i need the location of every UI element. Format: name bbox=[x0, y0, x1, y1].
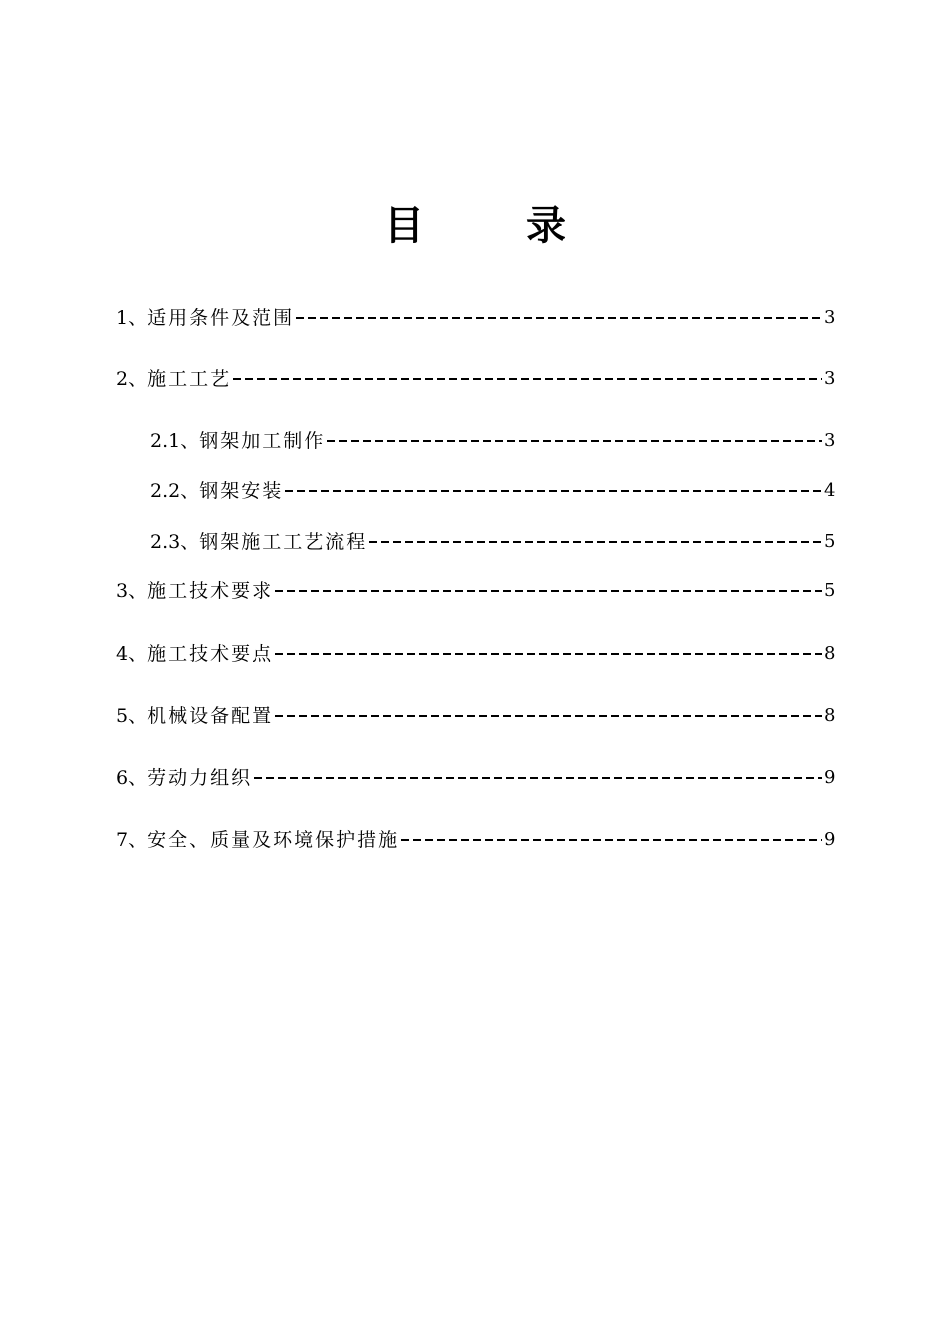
page-title bbox=[0, 200, 950, 252]
toc-entry-label: 劳动力组织 bbox=[147, 767, 253, 789]
toc-entry-number: 2.2、 bbox=[150, 480, 200, 502]
toc-page-number: 8 bbox=[824, 705, 836, 726]
toc-page-number: 3 bbox=[824, 368, 836, 389]
toc-entry-1[interactable] bbox=[116, 306, 834, 330]
toc-entry-2-2[interactable] bbox=[150, 479, 834, 503]
toc-entry-label: 钢架加工制作 bbox=[199, 430, 326, 452]
toc-page-number: 5 bbox=[824, 580, 836, 601]
toc-entry-label: 钢架安装 bbox=[199, 480, 284, 502]
toc-entry-7[interactable] bbox=[116, 828, 834, 852]
toc-entry-5[interactable] bbox=[116, 704, 834, 728]
toc-page-number: 9 bbox=[824, 767, 836, 788]
toc-entry-number: 7、 bbox=[116, 829, 148, 851]
toc-entry-number: 6、 bbox=[116, 767, 148, 789]
toc-page-number: 4 bbox=[824, 480, 836, 501]
toc-entry-2-1[interactable] bbox=[150, 429, 834, 453]
toc-entry-label: 机械设备配置 bbox=[147, 705, 274, 727]
toc-leader bbox=[254, 777, 822, 779]
toc-leader bbox=[233, 378, 822, 380]
toc-leader bbox=[275, 715, 822, 717]
toc-entry-number: 1、 bbox=[116, 307, 148, 329]
toc-entry-number: 3、 bbox=[116, 580, 148, 602]
toc-entry-3[interactable] bbox=[116, 579, 834, 603]
toc-entry-number: 4、 bbox=[116, 643, 148, 665]
toc-page-number: 3 bbox=[824, 307, 836, 328]
toc-entry-number: 2、 bbox=[116, 368, 148, 390]
toc-page-number: 8 bbox=[824, 643, 836, 664]
toc-entry-4[interactable] bbox=[116, 642, 834, 666]
toc-entry-label: 施工工艺 bbox=[147, 368, 232, 390]
toc-entry-number: 2.3、 bbox=[150, 531, 200, 553]
toc-page-number: 9 bbox=[824, 829, 836, 850]
toc-entry-label: 钢架施工工艺流程 bbox=[199, 531, 368, 553]
toc-leader bbox=[401, 839, 822, 841]
title-char-1: 目 bbox=[384, 203, 424, 249]
toc-leader bbox=[275, 590, 822, 592]
toc-leader bbox=[285, 490, 822, 492]
toc-entry-number: 5、 bbox=[116, 705, 148, 727]
toc-entry-number: 2.1、 bbox=[150, 430, 200, 452]
toc-leader bbox=[296, 317, 822, 319]
toc-entry-2-3[interactable] bbox=[150, 530, 834, 554]
title-char-2: 录 bbox=[526, 203, 566, 249]
toc-entry-2[interactable] bbox=[116, 367, 834, 391]
toc-entry-label: 安全、质量及环境保护措施 bbox=[147, 829, 400, 851]
toc-page-number: 5 bbox=[824, 531, 836, 552]
toc-entry-label: 施工技术要求 bbox=[147, 580, 274, 602]
toc-entry-label: 适用条件及范围 bbox=[147, 307, 295, 329]
toc-entry-label: 施工技术要点 bbox=[147, 643, 274, 665]
toc-leader bbox=[369, 541, 822, 543]
toc-leader bbox=[275, 653, 822, 655]
toc-page-number: 3 bbox=[824, 430, 836, 451]
toc-leader bbox=[327, 440, 822, 442]
toc-entry-6[interactable] bbox=[116, 766, 834, 790]
